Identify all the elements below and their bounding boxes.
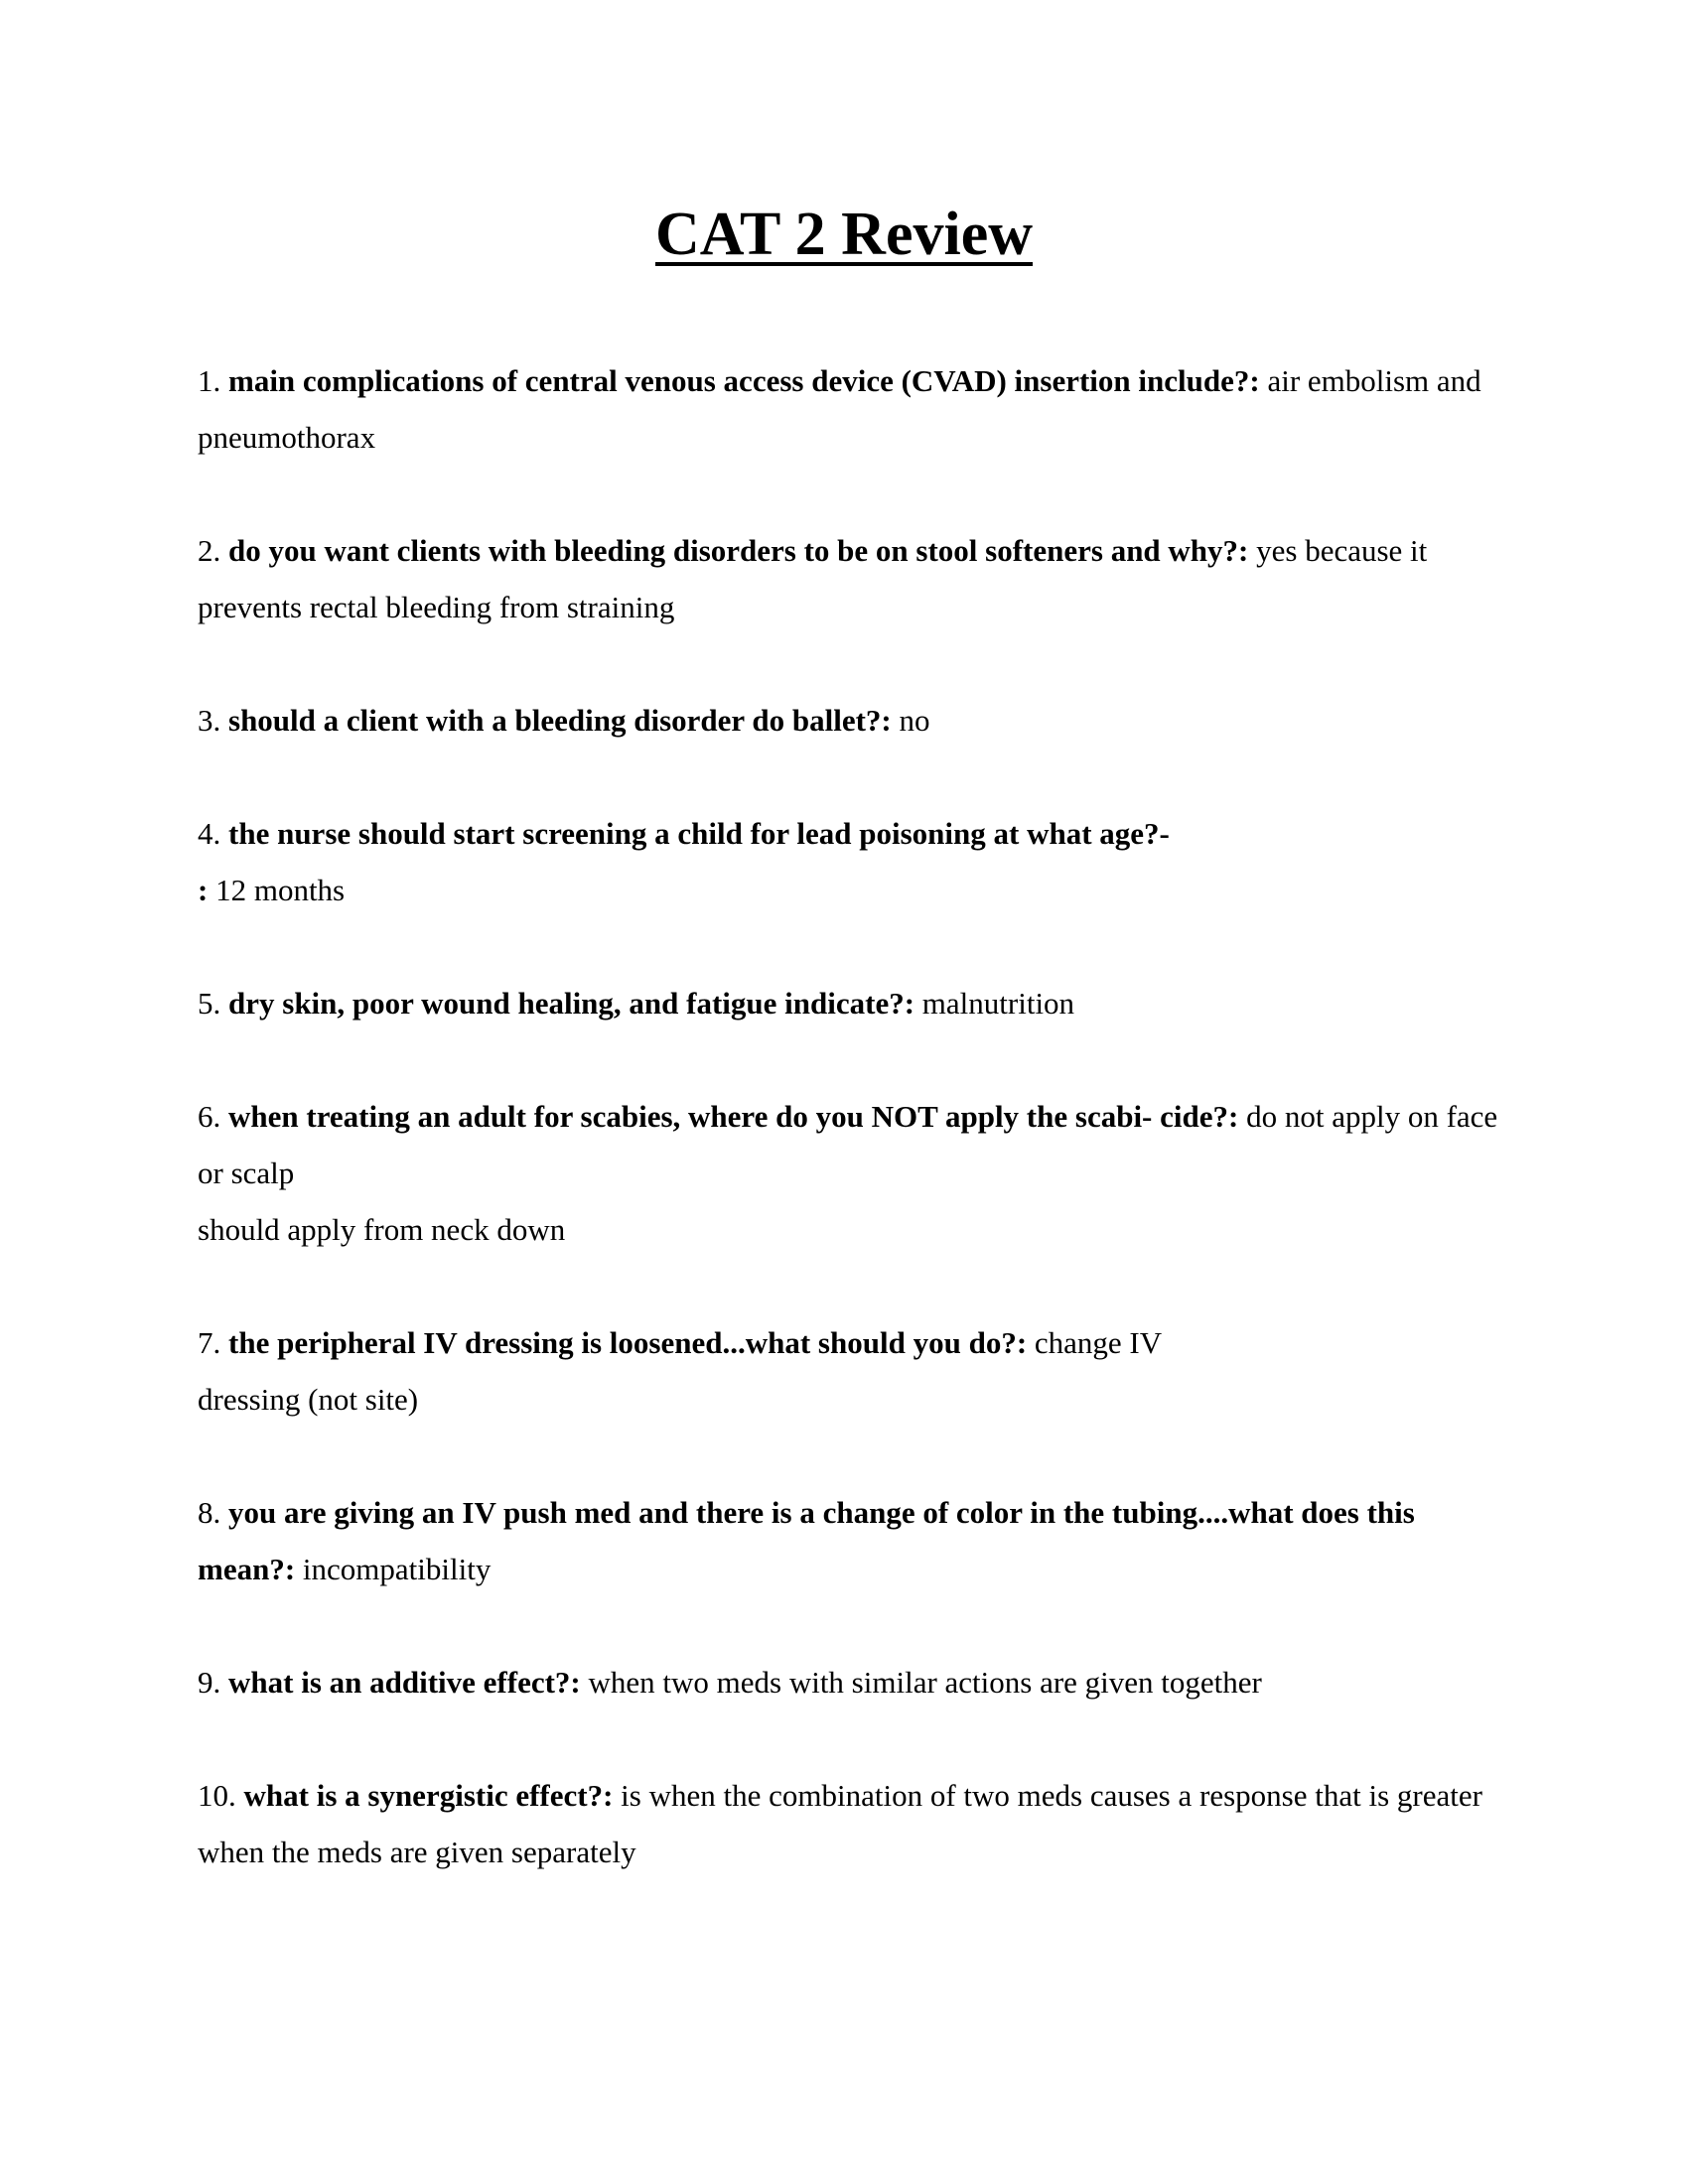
item-number: 5.	[198, 986, 221, 1021]
list-item	[198, 1314, 1498, 1428]
list-item	[198, 1484, 1498, 1597]
item-question: the nurse should start screening a child for lead poisoning at what age?-	[228, 816, 1170, 851]
item-question: main complications of central venous access device (CVAD) insertion include?:	[228, 363, 1260, 398]
item-answer: yes because it prevents rectal bleeding from straining	[198, 533, 1428, 624]
item-answer: malnutrition	[921, 986, 1075, 1021]
list-item	[198, 805, 1498, 918]
item-number: 3.	[198, 703, 221, 738]
item-question: what is an additive effect?:	[228, 1665, 581, 1700]
page-title: CAT 2 Review	[655, 201, 1033, 268]
list-item	[198, 692, 1498, 749]
list-item	[198, 352, 1498, 466]
list-item	[198, 1654, 1498, 1710]
item-number: 6.	[198, 1099, 221, 1134]
item-first-line	[198, 1314, 1498, 1371]
list-item	[198, 975, 1498, 1031]
list-item	[198, 1767, 1498, 1880]
item-answer: is when the combination of two meds causes a response that is greater when the meds are given separately	[198, 1778, 1482, 1869]
item-answer: air embolism and pneumothorax	[198, 363, 1481, 455]
item-number: 8.	[198, 1495, 221, 1530]
item-question: the peripheral IV dressing is loosened...what should you do?:	[228, 1325, 1028, 1360]
item-answer: do not apply on face or scalp	[198, 1099, 1498, 1190]
item-number: 1.	[198, 363, 221, 398]
item-answer-extra: should apply from neck down	[198, 1212, 566, 1247]
item-answer: change IV	[1034, 1325, 1163, 1360]
item-answer-continuation: dressing (not site)	[198, 1382, 419, 1417]
item-question-continuation: :	[198, 873, 209, 907]
item-first-line	[198, 805, 1498, 862]
item-answer: when two meds with similar actions are given together	[588, 1665, 1262, 1700]
item-question: what is a synergistic effect?:	[243, 1778, 614, 1813]
item-number: 2.	[198, 533, 221, 568]
list-item	[198, 522, 1498, 635]
item-question: dry skin, poor wound healing, and fatigue indicate?:	[228, 986, 915, 1021]
review-list	[198, 352, 1498, 1937]
item-question: do you want clients with bleeding disorders to be on stool softeners and why?:	[228, 533, 1249, 568]
item-answer: no	[899, 703, 930, 738]
item-question: when treating an adult for scabies, where do you NOT apply the scabi- cide?:	[228, 1099, 1239, 1134]
item-number: 9.	[198, 1665, 221, 1700]
item-number: 4.	[198, 816, 221, 851]
item-question: you are giving an IV push med and there is a change of color in the tubing....what does this mean?:	[198, 1495, 1415, 1586]
item-second-line	[198, 862, 1498, 918]
item-number: 7.	[198, 1325, 221, 1360]
item-number: 10.	[198, 1778, 236, 1813]
item-question: should a client with a bleeding disorder do ballet?:	[228, 703, 892, 738]
list-item	[198, 1088, 1498, 1258]
item-answer: 12 months	[215, 873, 346, 907]
item-answer: incompatibility	[302, 1552, 492, 1586]
